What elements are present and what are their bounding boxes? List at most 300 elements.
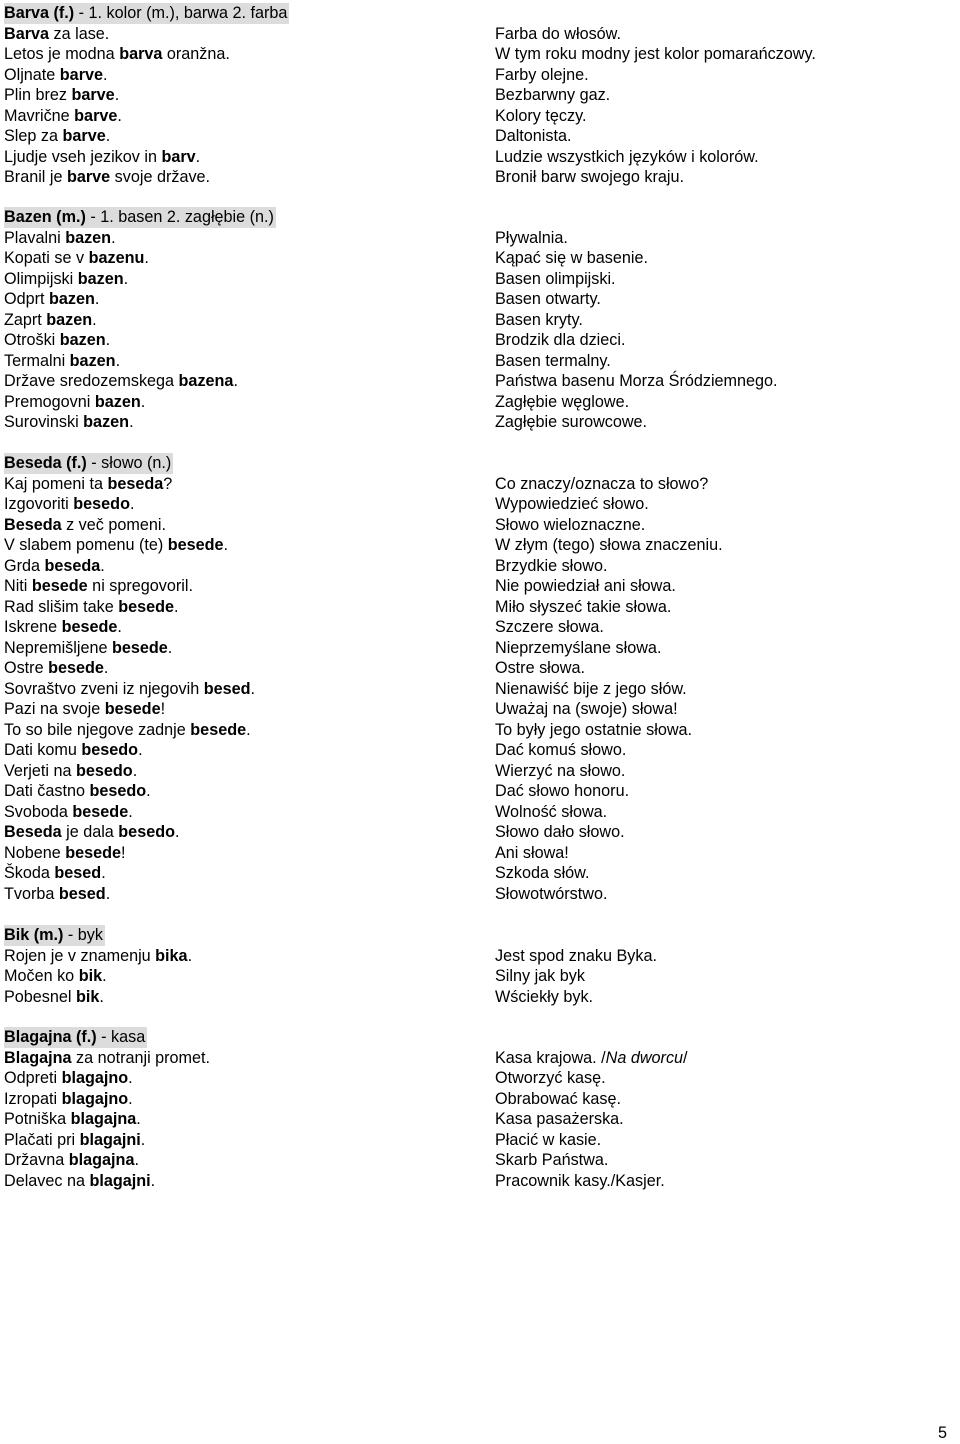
slovene-text bbox=[4, 966, 107, 987]
keyword: blagajna bbox=[70, 1110, 137, 1128]
text-segment: ! bbox=[121, 843, 126, 862]
text-segment: . bbox=[102, 967, 107, 985]
slovene-text bbox=[4, 597, 179, 618]
slovene-text bbox=[4, 126, 110, 147]
entry-row bbox=[0, 167, 960, 188]
text-segment: Bezbarwny gaz. bbox=[495, 86, 611, 104]
text-segment: . bbox=[128, 1069, 133, 1087]
polish-translation bbox=[495, 638, 661, 659]
slovene-text bbox=[4, 85, 119, 106]
polish-translation bbox=[495, 822, 625, 843]
entry-row bbox=[0, 617, 960, 638]
keyword: barva bbox=[119, 45, 163, 63]
text-segment: Močen ko bbox=[4, 967, 79, 985]
text-segment: Wściekły byk. bbox=[495, 987, 594, 1006]
text-segment: Oljnate bbox=[4, 65, 60, 84]
text-segment: Co znaczy/oznacza to słowo? bbox=[495, 474, 709, 493]
polish-translation bbox=[495, 44, 816, 65]
text-segment: Nienawiść bije z jego słów. bbox=[495, 679, 687, 698]
text-segment: Otworzyć kasę. bbox=[495, 1069, 606, 1087]
text-segment: Kaj pomeni ta bbox=[4, 474, 108, 493]
keyword: Barva bbox=[4, 24, 49, 43]
text-segment: . bbox=[138, 741, 143, 759]
text-segment: . bbox=[105, 331, 111, 349]
entry-blagajna bbox=[0, 1027, 960, 1191]
polish-translation bbox=[495, 269, 616, 290]
keyword: barve bbox=[71, 86, 115, 104]
slovene-text bbox=[4, 987, 104, 1008]
polish-translation bbox=[495, 1150, 608, 1171]
polish-translation bbox=[495, 1089, 621, 1110]
keyword: beseda bbox=[107, 474, 164, 493]
text-segment: Letos je modna bbox=[4, 45, 120, 63]
text-segment: Zagłębie surowcowe. bbox=[495, 413, 648, 431]
keyword: barve bbox=[62, 127, 106, 145]
entry-row bbox=[0, 658, 960, 679]
slovene-text bbox=[4, 289, 99, 310]
slovene-text bbox=[4, 474, 172, 495]
entry-row bbox=[0, 494, 960, 515]
text-segment: . bbox=[140, 392, 146, 411]
text-segment: Ludzie wszystkich języków i kolorów. bbox=[495, 147, 759, 166]
text-segment: . bbox=[174, 597, 179, 616]
text-segment: Ljudje vseh jezikov in bbox=[4, 147, 162, 166]
text-segment: Dati častno bbox=[4, 782, 90, 800]
text-segment: Državna bbox=[4, 1151, 69, 1169]
entry-heading bbox=[0, 453, 960, 474]
keyword: barve bbox=[66, 168, 111, 186]
heading-highlight bbox=[4, 3, 289, 24]
text-segment: . bbox=[117, 618, 122, 636]
entry-row bbox=[0, 412, 960, 433]
text-segment: Odprt bbox=[4, 290, 49, 308]
keyword: bika bbox=[155, 946, 188, 965]
text-segment: Tvorba bbox=[4, 884, 59, 903]
entry-row bbox=[0, 740, 960, 761]
slovene-text bbox=[4, 556, 105, 577]
text-segment: Izgovoriti bbox=[4, 495, 74, 513]
keyword: besede bbox=[72, 802, 129, 821]
entry-row bbox=[0, 761, 960, 782]
polish-translation bbox=[495, 761, 625, 782]
keyword: bazen bbox=[59, 331, 106, 349]
polish-translation bbox=[495, 987, 593, 1008]
slovene-text bbox=[4, 658, 108, 679]
text-segment: Nie powiedział ani słowa. bbox=[495, 577, 676, 595]
text-segment: Jest spod znaku Byka. bbox=[495, 946, 657, 965]
text-segment: Basen termalny. bbox=[495, 351, 611, 370]
entry-row bbox=[0, 310, 960, 331]
entry-row bbox=[0, 85, 960, 106]
entry-row bbox=[0, 1171, 960, 1192]
heading-highlight bbox=[4, 207, 276, 228]
polish-translation bbox=[495, 946, 657, 967]
slovene-text bbox=[4, 106, 122, 127]
text-segment: je dala bbox=[61, 823, 119, 841]
text-segment: Brzydkie słowo. bbox=[495, 556, 608, 575]
text-segment: Mavrične bbox=[4, 106, 75, 125]
polish-translation bbox=[495, 1109, 624, 1130]
slovene-text bbox=[4, 638, 172, 659]
text-segment: ! bbox=[160, 700, 166, 718]
keyword: Blagajna (f.) bbox=[4, 1028, 97, 1046]
text-segment: Kasa pasażerska. bbox=[495, 1110, 624, 1128]
entry-row bbox=[0, 371, 960, 392]
text-segment: Farby olejne. bbox=[495, 65, 589, 84]
text-segment: . bbox=[117, 106, 122, 125]
keyword: bik bbox=[78, 967, 103, 985]
slovene-text bbox=[4, 310, 97, 331]
slovene-text bbox=[4, 720, 251, 741]
slovene-text bbox=[4, 576, 193, 597]
slovene-text bbox=[4, 3, 289, 24]
keyword: Bik (m.) bbox=[4, 926, 64, 944]
polish-translation bbox=[495, 515, 645, 536]
keyword: bazenu bbox=[88, 249, 145, 267]
entry-row bbox=[0, 987, 960, 1008]
text-segment: Szkoda słów. bbox=[495, 864, 590, 882]
polish-translation bbox=[495, 535, 723, 556]
entry-row bbox=[0, 248, 960, 269]
heading-highlight bbox=[4, 1027, 147, 1048]
text-segment: . bbox=[115, 351, 121, 370]
text-segment: ni spregovoril. bbox=[87, 577, 193, 595]
text-segment: . bbox=[187, 946, 193, 965]
entry-row bbox=[0, 679, 960, 700]
text-segment: Premogovni bbox=[4, 392, 95, 411]
text-segment: Daltonista. bbox=[495, 127, 572, 145]
text-segment: Kolory tęczy. bbox=[495, 106, 587, 125]
text-segment: . bbox=[128, 802, 133, 821]
text-segment: . bbox=[132, 761, 138, 780]
keyword: besede bbox=[190, 720, 247, 739]
entry-row bbox=[0, 884, 960, 905]
slovene-text bbox=[4, 781, 151, 802]
keyword: barve bbox=[74, 106, 118, 125]
text-segment: . bbox=[111, 228, 116, 247]
text-segment: Zaprt bbox=[4, 310, 47, 329]
text-segment: Olimpijski bbox=[4, 269, 78, 288]
entry-heading bbox=[0, 3, 960, 24]
polish-translation bbox=[495, 147, 759, 168]
slovene-text bbox=[4, 1027, 147, 1048]
text-segment: Plin brez bbox=[4, 86, 72, 104]
text-segment: Surovinski bbox=[4, 413, 84, 431]
keyword: Beseda (f.) bbox=[4, 454, 87, 472]
text-segment: Ostre słowa. bbox=[495, 659, 585, 677]
text-segment: . bbox=[246, 720, 251, 739]
text-segment: . bbox=[195, 147, 201, 166]
keyword: besede bbox=[31, 577, 88, 595]
text-segment: Rad slišim take bbox=[4, 597, 119, 616]
slovene-text bbox=[4, 863, 106, 884]
polish-translation bbox=[495, 658, 585, 679]
text-segment: Wypowiedzieć słowo. bbox=[495, 495, 649, 513]
slovene-text bbox=[4, 330, 110, 351]
keyword: besede bbox=[118, 597, 175, 616]
entry-heading bbox=[0, 1027, 960, 1048]
text-segment: Niti bbox=[4, 577, 32, 595]
text-segment: Nepremišljene bbox=[4, 638, 112, 657]
polish-translation bbox=[495, 248, 648, 269]
keyword: besed bbox=[54, 864, 102, 882]
polish-translation bbox=[495, 802, 607, 823]
text-segment: Pracownik kasy./Kasjer. bbox=[495, 1171, 665, 1190]
text-segment: Obrabować kasę. bbox=[495, 1089, 621, 1108]
entry-row bbox=[0, 597, 960, 618]
text-segment: Basen otwarty. bbox=[495, 290, 601, 308]
text-segment: . bbox=[146, 782, 151, 800]
text-segment: . bbox=[92, 310, 97, 329]
text-segment: Kąpać się w basenie. bbox=[495, 249, 648, 267]
text-segment: . bbox=[123, 269, 129, 288]
polish-translation bbox=[495, 24, 621, 45]
text-segment: / bbox=[683, 1048, 688, 1067]
entry-bazen bbox=[0, 207, 960, 433]
entry-row bbox=[0, 699, 960, 720]
entry-row bbox=[0, 576, 960, 597]
heading-highlight bbox=[4, 453, 173, 474]
entry-row bbox=[0, 65, 960, 86]
slovene-text bbox=[4, 494, 134, 515]
text-segment: . bbox=[150, 1171, 156, 1190]
text-segment: Brodzik dla dzieci. bbox=[495, 331, 626, 349]
text-segment: . bbox=[140, 1130, 146, 1149]
polish-translation bbox=[495, 494, 649, 515]
text-segment: Farba do włosów. bbox=[495, 24, 621, 43]
text-segment: Szczere słowa. bbox=[495, 618, 604, 636]
keyword: bazen bbox=[65, 228, 112, 247]
text-segment: Termalni bbox=[4, 351, 70, 370]
entry-row bbox=[0, 44, 960, 65]
keyword: besede bbox=[48, 659, 104, 677]
slovene-text bbox=[4, 802, 133, 823]
slovene-text bbox=[4, 617, 122, 638]
keyword: beseda bbox=[44, 556, 101, 575]
text-segment: . bbox=[174, 823, 180, 841]
polish-translation bbox=[495, 310, 583, 331]
entry-row bbox=[0, 1048, 960, 1069]
text-segment: . bbox=[114, 86, 120, 104]
keyword: besedo bbox=[81, 741, 139, 759]
slovene-text bbox=[4, 24, 109, 45]
polish-translation bbox=[495, 884, 607, 905]
entry-row bbox=[0, 781, 960, 802]
keyword: Bazen (m.) bbox=[4, 208, 86, 226]
polish-translation bbox=[495, 556, 607, 577]
text-segment: . bbox=[136, 1110, 141, 1128]
keyword: bazen bbox=[69, 351, 116, 370]
entry-row bbox=[0, 1130, 960, 1151]
entry-row bbox=[0, 24, 960, 45]
text-segment: . bbox=[101, 864, 106, 882]
slovene-text bbox=[4, 453, 173, 474]
text-segment: svoje države. bbox=[110, 168, 211, 186]
slovene-text bbox=[4, 1130, 145, 1151]
entry-row bbox=[0, 1089, 960, 1110]
entry-row bbox=[0, 1109, 960, 1130]
text-segment: Miło słyszeć takie słowa. bbox=[495, 597, 672, 616]
text-segment: Pływalnia. bbox=[495, 228, 568, 247]
text-segment: Uważaj na (swoje) słowa! bbox=[495, 700, 678, 718]
text-segment: Sovraštvo zveni iz njegovih bbox=[4, 679, 204, 698]
text-segment: W złym (tego) słowa znaczeniu. bbox=[495, 536, 723, 554]
text-segment: . bbox=[129, 413, 134, 431]
text-segment: za lase. bbox=[49, 24, 110, 43]
text-segment: - 1. kolor (m.), barwa 2. farba bbox=[74, 4, 288, 22]
keyword: besedo bbox=[89, 782, 147, 800]
polish-translation bbox=[495, 65, 589, 86]
text-segment: Svoboda bbox=[4, 802, 73, 821]
entry-row bbox=[0, 1150, 960, 1171]
polish-translation bbox=[495, 781, 629, 802]
entry-row bbox=[0, 843, 960, 864]
text-segment: Pobesnel bbox=[4, 987, 76, 1006]
text-segment: Škoda bbox=[4, 864, 55, 882]
text-segment: oranžna. bbox=[162, 45, 230, 63]
slovene-text bbox=[4, 1150, 139, 1171]
polish-translation bbox=[495, 1048, 688, 1069]
text-segment: Dać komuś słowo. bbox=[495, 741, 627, 759]
slovene-text bbox=[4, 371, 238, 392]
polish-translation bbox=[495, 85, 610, 106]
entry-row bbox=[0, 126, 960, 147]
text-segment: ? bbox=[163, 474, 173, 493]
text-segment: . bbox=[233, 372, 238, 390]
slovene-text bbox=[4, 248, 149, 269]
text-segment: Wolność słowa. bbox=[495, 802, 608, 821]
entry-row bbox=[0, 1068, 960, 1089]
text-segment: . bbox=[134, 1151, 139, 1169]
text-segment: z več pomeni. bbox=[61, 515, 166, 534]
keyword: besede bbox=[111, 638, 168, 657]
text-segment: Wierzyć na słowo. bbox=[495, 761, 626, 780]
polish-translation bbox=[495, 1171, 665, 1192]
polish-translation bbox=[495, 330, 625, 351]
entry-row bbox=[0, 802, 960, 823]
text-segment: . bbox=[129, 495, 135, 513]
text-segment: Basen kryty. bbox=[495, 310, 583, 329]
text-segment: . bbox=[144, 249, 149, 267]
keyword: blagajna bbox=[68, 1151, 135, 1169]
keyword: besed bbox=[203, 679, 251, 698]
text-segment: Delavec na bbox=[4, 1171, 90, 1190]
polish-translation bbox=[495, 167, 684, 188]
keyword: besedo bbox=[118, 823, 175, 841]
slovene-text bbox=[4, 843, 126, 864]
polish-translation bbox=[495, 576, 676, 597]
text-segment: Izropati bbox=[4, 1089, 62, 1108]
slovene-text bbox=[4, 1068, 133, 1089]
entry-row bbox=[0, 228, 960, 249]
entry-barva bbox=[0, 3, 960, 188]
slovene-text bbox=[4, 946, 192, 967]
entry-row bbox=[0, 330, 960, 351]
slovene-text bbox=[4, 1171, 155, 1192]
text-segment: Dać słowo honoru. bbox=[495, 782, 630, 800]
text-segment: Ani słowa! bbox=[495, 843, 569, 862]
keyword: bazen bbox=[77, 269, 124, 288]
text-segment: . bbox=[99, 987, 104, 1006]
text-segment: Odpreti bbox=[4, 1069, 62, 1087]
keyword: Blagajna bbox=[4, 1048, 72, 1067]
text-segment: . bbox=[103, 65, 108, 84]
slovene-text bbox=[4, 44, 230, 65]
entry-row bbox=[0, 966, 960, 987]
keyword: Barva (f.) bbox=[4, 4, 75, 22]
slovene-text bbox=[4, 392, 145, 413]
text-segment: Grda bbox=[4, 556, 45, 575]
text-segment: . bbox=[128, 1089, 133, 1108]
polish-translation bbox=[495, 863, 589, 884]
text-segment: za notranji promet. bbox=[71, 1048, 211, 1067]
text-segment: Kopati se v bbox=[4, 249, 89, 267]
slovene-text bbox=[4, 822, 179, 843]
text-segment: Pazi na svoje bbox=[4, 700, 105, 718]
slovene-text bbox=[4, 515, 166, 536]
polish-translation bbox=[495, 351, 611, 372]
keyword: besed bbox=[58, 884, 106, 903]
text-segment: Płacić w kasie. bbox=[495, 1130, 602, 1149]
slovene-text bbox=[4, 884, 110, 905]
entry-row bbox=[0, 822, 960, 843]
text-segment: Słowo wieloznaczne. bbox=[495, 515, 646, 534]
keyword: besede bbox=[61, 618, 118, 636]
text-segment: . bbox=[94, 290, 100, 308]
text-segment: Potniška bbox=[4, 1110, 71, 1128]
polish-translation bbox=[495, 371, 778, 392]
polish-translation bbox=[495, 392, 629, 413]
keyword: blagajno bbox=[61, 1089, 129, 1108]
slovene-text bbox=[4, 1109, 141, 1130]
text-segment: . bbox=[103, 659, 109, 677]
keyword: bazen bbox=[48, 290, 95, 308]
keyword: Beseda bbox=[4, 515, 62, 534]
text-segment: - byk bbox=[63, 926, 103, 944]
polish-translation bbox=[495, 597, 671, 618]
text-segment: Kasa krajowa. / bbox=[495, 1048, 606, 1067]
polish-translation bbox=[495, 228, 568, 249]
text-segment: Plačati pri bbox=[4, 1130, 80, 1149]
slovene-text bbox=[4, 740, 143, 761]
text-segment: Dati komu bbox=[4, 741, 82, 759]
text-segment: Države sredozemskega bbox=[4, 372, 179, 390]
polish-translation bbox=[495, 1130, 601, 1151]
slovene-text bbox=[4, 351, 120, 372]
entry-row bbox=[0, 946, 960, 967]
entry-row bbox=[0, 351, 960, 372]
entry-beseda bbox=[0, 453, 960, 904]
slovene-text bbox=[4, 147, 200, 168]
keyword: barv bbox=[161, 147, 196, 166]
text-segment: - słowo (n.) bbox=[86, 454, 172, 472]
slovene-text bbox=[4, 535, 228, 556]
text-segment: Ostre bbox=[4, 659, 49, 677]
polish-translation bbox=[495, 720, 692, 741]
text-segment: W tym roku modny jest kolor pomarańczowy. bbox=[495, 45, 816, 63]
text-segment: . bbox=[105, 884, 111, 903]
text-segment: . bbox=[250, 679, 256, 698]
polish-translation bbox=[495, 617, 604, 638]
polish-translation bbox=[495, 126, 571, 147]
polish-translation bbox=[495, 740, 626, 761]
slovene-text bbox=[4, 167, 210, 188]
entry-heading bbox=[0, 207, 960, 228]
page-number: 5 bbox=[938, 1424, 948, 1442]
slovene-text bbox=[4, 925, 105, 946]
polish-translation bbox=[495, 699, 678, 720]
entry-row bbox=[0, 147, 960, 168]
